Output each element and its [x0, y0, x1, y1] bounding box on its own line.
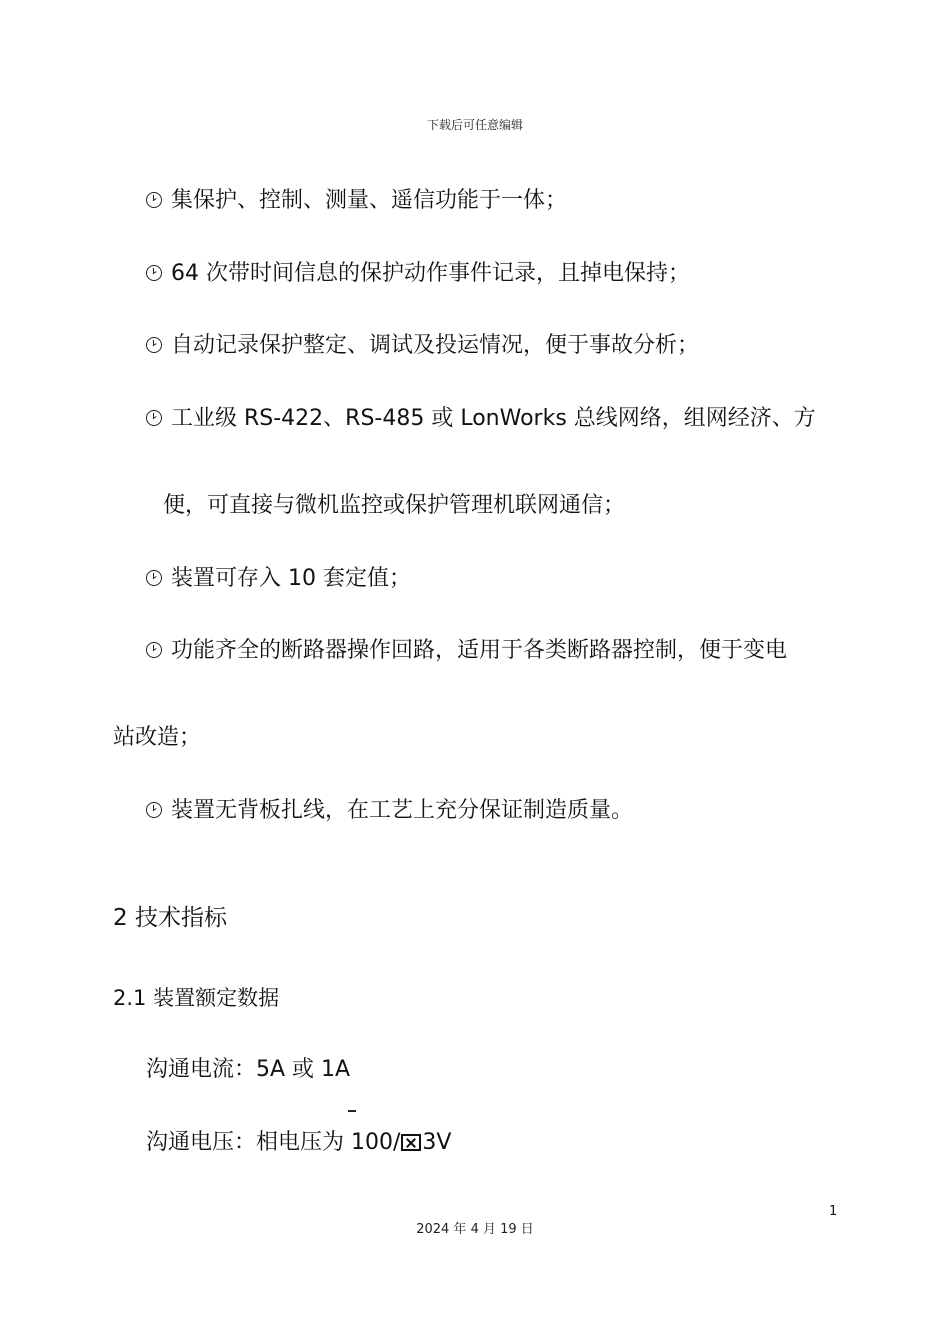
feature-item: 装置无背板扎线，在工艺上充分保证制造质量。 — [146, 796, 633, 826]
clock-bullet-icon — [146, 265, 162, 281]
rated-voltage: 沟通电压：相电压为 100/ 3V — [146, 1130, 452, 1155]
page-number: 1 — [829, 1204, 838, 1219]
clock-bullet-icon — [146, 192, 162, 208]
clock-bullet-icon — [146, 570, 162, 586]
clock-bullet-icon — [146, 337, 162, 353]
missing-glyph-icon — [401, 1134, 421, 1151]
feature-item-continuation: 站改造； — [113, 725, 202, 750]
feature-item: 64 次带时间信息的保护动作事件记录，且掉电保持； — [146, 259, 690, 289]
section-heading: 2 技术指标 — [113, 905, 227, 931]
overbar-mark — [348, 1110, 356, 1112]
clock-bullet-icon — [146, 642, 162, 658]
feature-item: 装置可存入 10 套定值； — [146, 564, 411, 594]
feature-item-continuation: 便，可直接与微机监控或保护管理机联网通信； — [163, 493, 626, 518]
feature-item: 功能齐全的断路器操作回路，适用于各类断路器控制，便于变电 — [146, 636, 787, 666]
clock-bullet-icon — [146, 802, 162, 818]
subsection-heading: 2.1 装置额定数据 — [113, 986, 280, 1010]
page-header: 下载后可任意编辑 — [426, 118, 523, 132]
clock-bullet-icon — [146, 410, 162, 426]
page-footer-date: 2024 年 4 月 19 日 — [416, 1222, 534, 1237]
feature-item: 自动记录保护整定、调试及投运情况，便于事故分析； — [146, 331, 699, 361]
feature-item: 集保护、控制、测量、遥信功能于一体； — [146, 186, 567, 216]
rated-current: 沟通电流：5A 或 1A — [146, 1057, 351, 1082]
feature-item: 工业级 RS-422、RS-485 或 LonWorks 总线网络，组网经济、方 — [146, 404, 816, 434]
